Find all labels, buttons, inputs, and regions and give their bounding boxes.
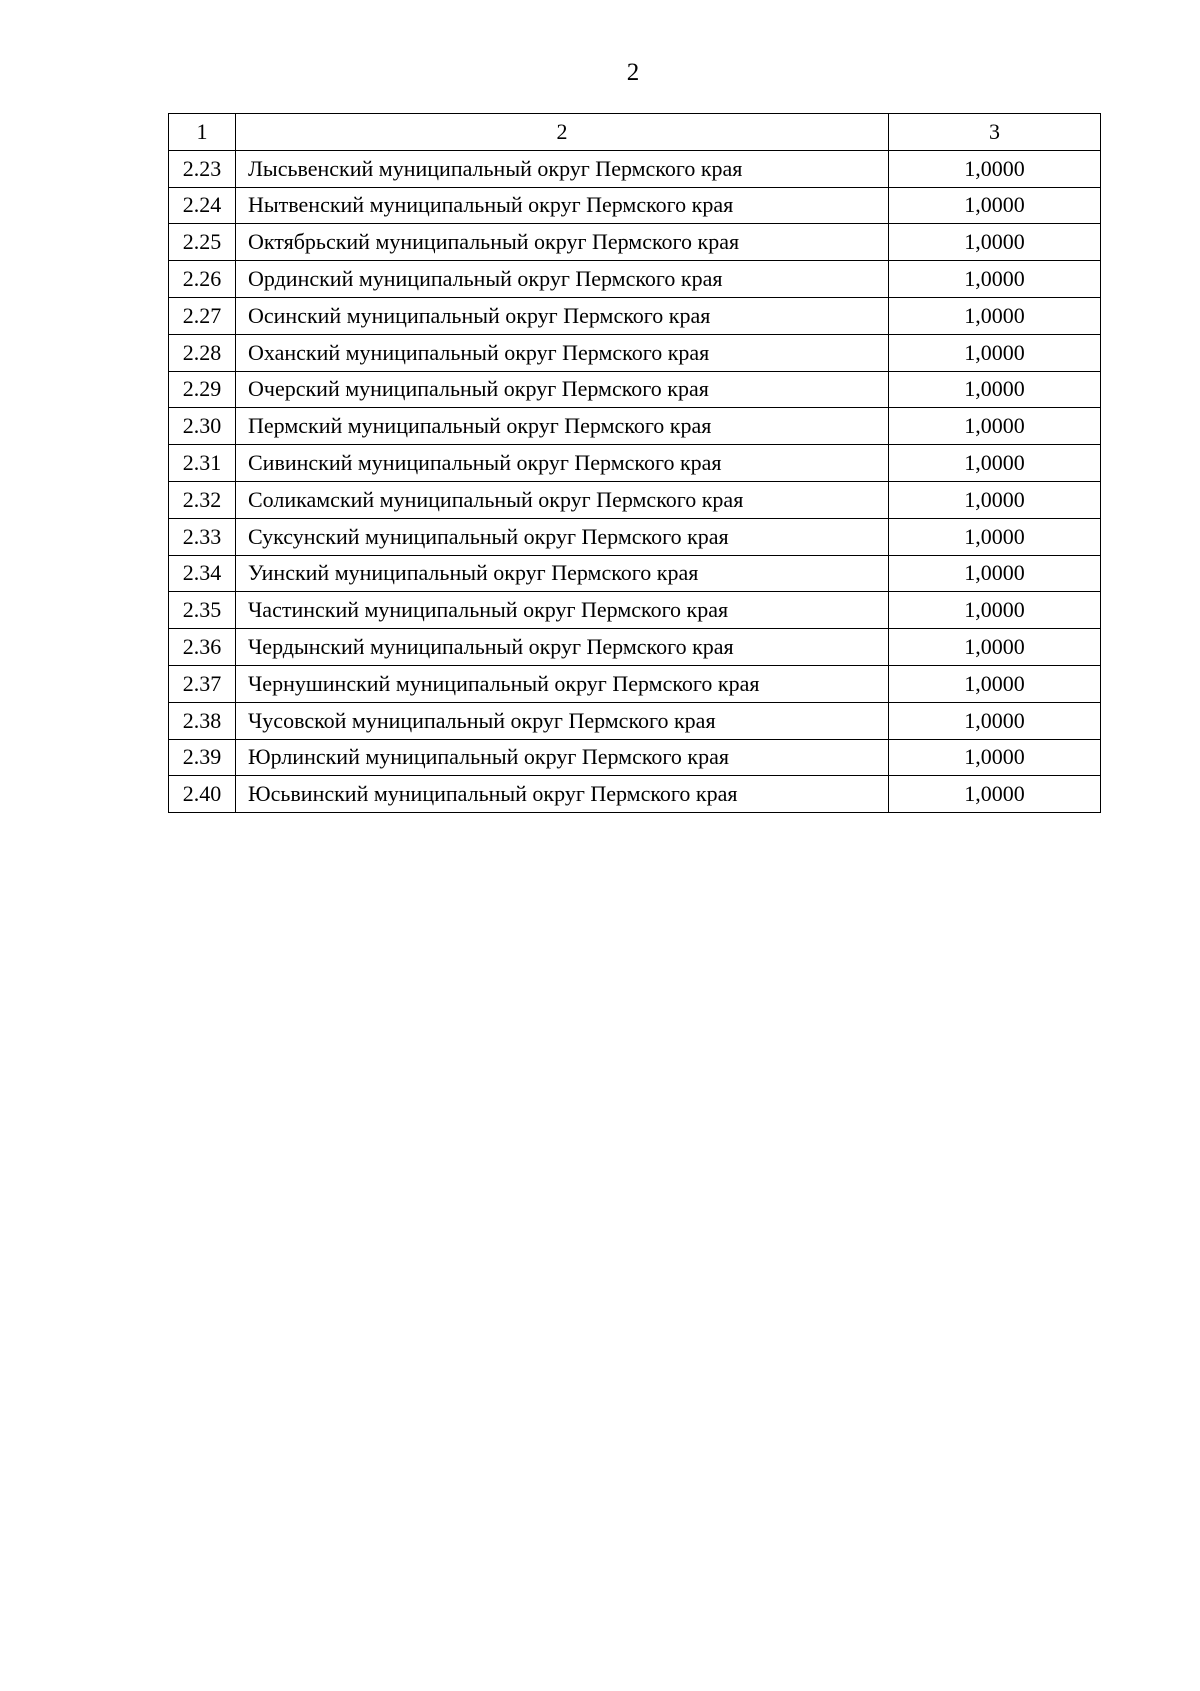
row-value-cell: 1,0000 <box>889 592 1101 629</box>
row-number-cell: 2.35 <box>169 592 236 629</box>
table-row <box>169 187 1101 224</box>
row-value-cell: 1,0000 <box>889 334 1101 371</box>
table-row <box>169 739 1101 776</box>
row-value-cell: 1,0000 <box>889 297 1101 334</box>
table-row <box>169 518 1101 555</box>
row-name-cell: Юсьвинский муниципальный округ Пермского края <box>236 776 889 813</box>
table-row <box>169 150 1101 187</box>
table-row <box>169 702 1101 739</box>
row-name-cell: Пермский муниципальный округ Пермского края <box>236 408 889 445</box>
row-value-cell: 1,0000 <box>889 555 1101 592</box>
row-number-cell: 2.32 <box>169 481 236 518</box>
row-value-cell: 1,0000 <box>889 445 1101 482</box>
row-name-cell: Юрлинский муниципальный округ Пермского края <box>236 739 889 776</box>
table-row <box>169 445 1101 482</box>
row-value-cell: 1,0000 <box>889 739 1101 776</box>
row-name-cell: Суксунский муниципальный округ Пермского края <box>236 518 889 555</box>
row-name-cell: Соликамский муниципальный округ Пермского края <box>236 481 889 518</box>
row-name-cell: Частинский муниципальный округ Пермского края <box>236 592 889 629</box>
row-name-cell: Оханский муниципальный округ Пермского края <box>236 334 889 371</box>
row-number-cell: 2.24 <box>169 187 236 224</box>
table-row <box>169 481 1101 518</box>
row-number-cell: 2.31 <box>169 445 236 482</box>
row-value-cell: 1,0000 <box>889 187 1101 224</box>
row-number-cell: 2.27 <box>169 297 236 334</box>
row-number-cell: 2.29 <box>169 371 236 408</box>
row-value-cell: 1,0000 <box>889 261 1101 298</box>
row-number-cell: 2.40 <box>169 776 236 813</box>
row-name-cell: Октябрьский муниципальный округ Пермского края <box>236 224 889 261</box>
row-name-cell: Лысьвенский муниципальный округ Пермского края <box>236 150 889 187</box>
row-number-cell: 2.28 <box>169 334 236 371</box>
table-row <box>169 408 1101 445</box>
table-row <box>169 224 1101 261</box>
row-number-cell: 2.26 <box>169 261 236 298</box>
table-row <box>169 297 1101 334</box>
row-name-cell: Чусовской муниципальный округ Пермского края <box>236 702 889 739</box>
row-name-cell: Очерский муниципальный округ Пермского края <box>236 371 889 408</box>
row-number-cell: 2.23 <box>169 150 236 187</box>
table-row <box>169 592 1101 629</box>
row-value-cell: 1,0000 <box>889 481 1101 518</box>
row-name-cell: Уинский муниципальный округ Пермского края <box>236 555 889 592</box>
row-value-cell: 1,0000 <box>889 224 1101 261</box>
row-value-cell: 1,0000 <box>889 518 1101 555</box>
table-header-row <box>169 114 1101 151</box>
row-name-cell: Нытвенский муниципальный округ Пермского края <box>236 187 889 224</box>
row-value-cell: 1,0000 <box>889 150 1101 187</box>
row-value-cell: 1,0000 <box>889 408 1101 445</box>
row-number-cell: 2.33 <box>169 518 236 555</box>
row-number-cell: 2.25 <box>169 224 236 261</box>
row-value-cell: 1,0000 <box>889 629 1101 666</box>
row-number-cell: 2.36 <box>169 629 236 666</box>
row-number-cell: 2.38 <box>169 702 236 739</box>
row-number-cell: 2.37 <box>169 665 236 702</box>
row-name-cell: Чердынский муниципальный округ Пермского края <box>236 629 889 666</box>
header-cell-value: 3 <box>889 114 1101 151</box>
coefficients-table <box>168 113 1101 813</box>
table-body <box>169 114 1101 813</box>
row-name-cell: Сивинский муниципальный округ Пермского края <box>236 445 889 482</box>
row-number-cell: 2.39 <box>169 739 236 776</box>
row-name-cell: Чернушинский муниципальный округ Пермского края <box>236 665 889 702</box>
header-cell-number: 1 <box>169 114 236 151</box>
row-name-cell: Осинский муниципальный округ Пермского края <box>236 297 889 334</box>
table-row <box>169 776 1101 813</box>
table-row <box>169 261 1101 298</box>
row-value-cell: 1,0000 <box>889 776 1101 813</box>
row-value-cell: 1,0000 <box>889 371 1101 408</box>
row-value-cell: 1,0000 <box>889 702 1101 739</box>
header-cell-name: 2 <box>236 114 889 151</box>
table-row <box>169 371 1101 408</box>
table-row <box>169 334 1101 371</box>
row-number-cell: 2.34 <box>169 555 236 592</box>
table-row <box>169 665 1101 702</box>
row-number-cell: 2.30 <box>169 408 236 445</box>
row-value-cell: 1,0000 <box>889 665 1101 702</box>
table-row <box>169 629 1101 666</box>
table-row <box>169 555 1101 592</box>
row-name-cell: Ординский муниципальный округ Пермского края <box>236 261 889 298</box>
page-number: 2 <box>626 59 640 86</box>
